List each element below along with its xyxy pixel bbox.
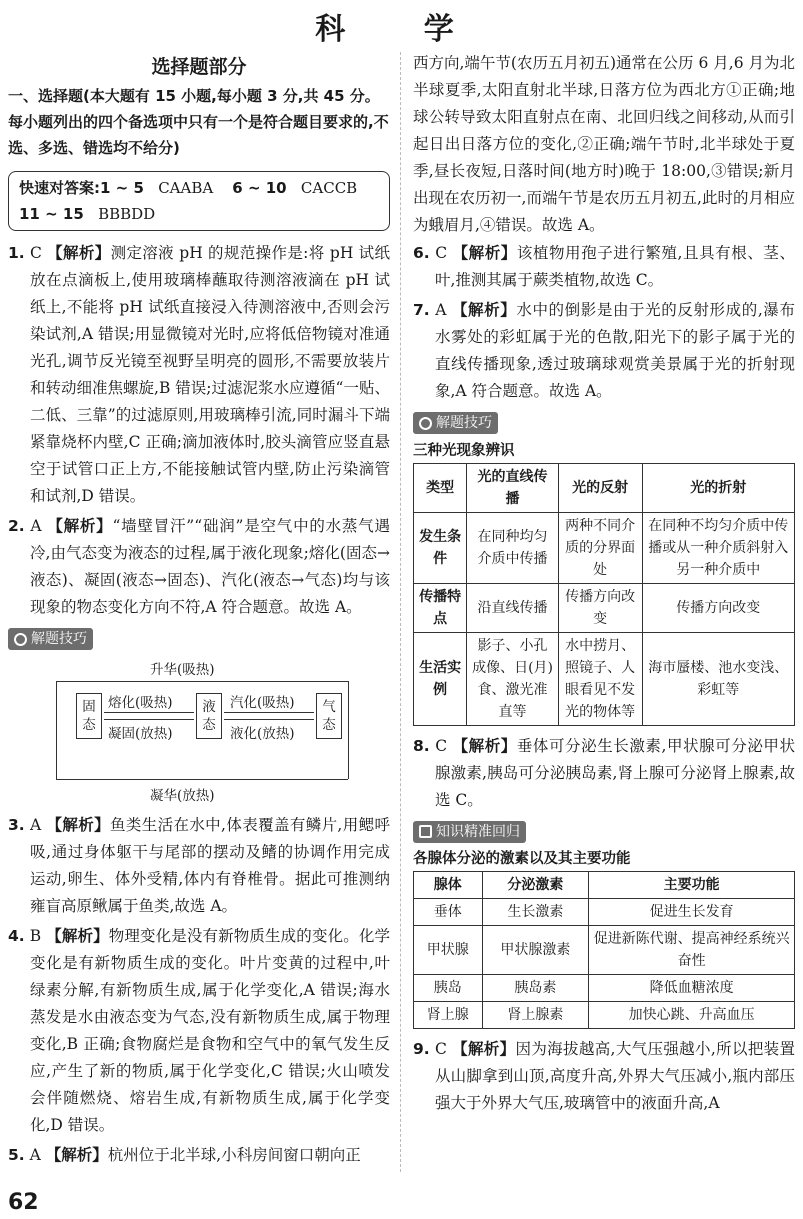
table-row-header: 发生条件 [414,512,467,583]
table-cell: 甲状腺激素 [482,926,589,975]
question-8 [413,732,795,814]
arrow-liquefaction [224,719,314,720]
answer-range: 1 ~ 5 [100,179,144,197]
tip-label: 知识精准回归 [436,823,520,840]
table-cell: 两种不同介质的分界面处 [558,512,642,583]
label-sublimation: 升华(吸热) [150,661,215,678]
tip-badge [413,412,498,434]
analysis-tag: 【解析】 [46,925,109,945]
answer-letter: C [29,244,42,262]
hormone-table-title: 各腺体分泌的激素以及其主要功能 [413,851,631,867]
table-header: 主要功能 [589,872,795,899]
answer-letter: C [434,1040,447,1058]
analysis-text: 杭州位于北半球,小科房间窗口朝向正 [107,1145,361,1164]
analysis-text: 因为海拔越高,大气压强越小,所以把装置从山脚拿到山顶,高度升高,外界大气压减小,瓶内部压强大于外界大气压,玻璃管中的液面升高,A [435,1040,795,1112]
question-1 [8,239,390,510]
label-vaporization: 汽化(吸热) [230,694,295,711]
label-melting: 熔化(吸热) [108,694,173,711]
left-line [56,681,57,779]
analysis-tag: 【解析】 [451,300,517,319]
light-phenomena-table [413,463,795,726]
tip-label: 解题技巧 [436,415,492,431]
table-header: 光的折射 [642,463,794,512]
arrow-melting [104,712,194,713]
table-header: 腺体 [414,872,483,899]
analysis-tag: 【解析】 [47,516,113,535]
table-cell: 生长激素 [482,899,589,926]
table-header: 分泌激素 [482,872,589,899]
tip-label: 解题技巧 [31,631,87,647]
analysis-text: 测定溶液 pH 的规范操作是:将 pH 试纸放在点滴板上,使用玻璃棒蘸取待测溶液滴在 pH 试纸上,不能将 pH 试纸直接浸入待测溶液中,否则会污染试剂,A 错误;用显微镜对光时,应将低倍物镜对准通光孔,调节反光镜至视野呈明亮的圆形,不需要放装片和转动细准焦螺旋,B 错误;过滤泥浆水应遵循“一贴、二低、三靠”的过滤原则,用玻璃棒引流,同时漏斗下端紧靠烧杯内壁,C 正确;滴加液体时,胶头滴管应竖直悬空于试管口正上方,不能接触试管内壁,防止污染滴管和试剂,D 错误。 [30,244,390,505]
left-column [8,50,390,1171]
analysis-tag: 【解析】 [45,1144,108,1164]
analysis-tag: 【解析】 [47,243,111,262]
question-number: 3. [8,815,25,834]
right-line [348,681,349,779]
table-cell: 沿直线传播 [467,583,558,632]
gas-box: 气态 [316,693,342,739]
analysis-text: 垂体可分泌生长激素,甲状腺可分泌甲状腺激素,胰岛可分泌胰岛素,肾上腺可分泌肾上腺素,故选 C。 [435,736,795,809]
answer-letter: C [435,736,448,755]
answer-letter: A [29,1145,41,1164]
solid-box: 固态 [76,693,102,739]
phase-change-diagram [8,657,390,805]
table-cell: 甲状腺 [414,926,483,975]
table-cell: 海市蜃楼、池水变浅、彩虹等 [642,632,794,725]
column-divider [400,52,401,1172]
arrow-freezing [104,719,194,720]
question-number: 4. [8,926,25,945]
analysis-tag: 【解析】 [452,243,517,262]
answer-keys: BBBDD [98,205,156,223]
table-cell: 降低血糖浓度 [589,975,795,1002]
table-header: 类型 [414,463,467,512]
top-line [56,681,348,682]
table-cell: 影子、小孔成像、日(月)食、激光准直等 [467,632,558,725]
table-cell: 在同种不均匀介质中传播或从一种介质斜射入另一种介质中 [642,512,794,583]
table-header: 光的直线传播 [467,463,558,512]
analysis-tag: 【解析】 [452,735,517,755]
question-5-continued: 西方向,端午节(农历五月初五)通常在公历 6 月,6 月为北半球夏季,太阳直射北半球,日落方位为西北方①正确;地球公转导致太阳直射点在南、北回归线之间移动,从而引起日出日落方位的变化,②正确;端午节时,北半球处于夏季,昼长夜短,日落时间(地方时)晚于 18:00,③错误;新月出现在农历初一,而端午节是农历五月初五,此时的月相应为蛾眉月,④错误。故选 A。 [413,54,795,234]
question-6 [413,239,795,294]
table-cell: 促进新陈代谢、提高神经系统兴奋性 [589,926,795,975]
answer-keys: CACCB [300,179,358,197]
section-title: 选择题部分 [151,56,247,78]
question-number: 8. [413,736,430,755]
answer-letter: B [29,926,42,945]
table-cell: 传播方向改变 [558,583,642,632]
analysis-text: 鱼类生活在水中,体表覆盖有鳞片,用鳃呼吸,通过身体躯干与尾部的摆动及鳍的协调作用完成运动,卵生、体外受精,体内有脊椎骨。据此可推测纳雍盲高原鳅属于鱼类,故选 A。 [30,815,390,915]
label-deposition: 凝华(放热) [150,787,215,804]
table-cell: 胰岛素 [482,975,589,1002]
table-cell: 促进生长发育 [589,899,795,926]
table-cell: 肾上腺素 [482,1002,589,1029]
table-header: 光的反射 [558,463,642,512]
document-icon [419,825,432,838]
table-row-header: 生活实例 [414,632,467,725]
label-freezing: 凝固(放热) [108,725,173,742]
question-5 [8,1141,390,1169]
question-number: 6. [413,244,430,262]
bottom-line [56,779,348,780]
hormone-table [413,871,795,1029]
liquid-box: 液态 [196,693,222,739]
question-number: 9. [413,1040,430,1058]
table-cell: 传播方向改变 [642,583,794,632]
arrow-vaporization [224,712,314,713]
right-column [413,50,795,1119]
question-2 [8,512,390,621]
analysis-text: 物理变化是没有新物质生成的变化。化学变化是有新物质生成的变化。叶片变黄的过程中,叶绿素分解,有新物质生成,属于化学变化,A 错误;海水蒸发是水由液态变为气态,没有新物质生成,属于物理变化,B 正确;食物腐烂是食物和空气中的氧气发生反应,产生了新的物质,属于化学变化,C 错误;火山喷发会伴随燃烧、熔岩生成,有新物质生成,属于化学变化,D 错误。 [30,926,390,1134]
question-number: 5. [8,1145,25,1164]
table-row-header: 传播特点 [414,583,467,632]
answer-range: 6 ~ 10 [232,179,287,197]
answer-letter: C [435,244,448,262]
question-number: 1. [8,244,25,262]
answer-letter: A [29,815,42,834]
question-3 [8,811,390,920]
answer-letter: A [435,301,447,319]
answers-label: 快速对答案: [19,179,100,197]
table-cell: 水中捞月、照镜子、人眼看见不发光的物体等 [558,632,642,725]
answer-keys: CAABA [158,179,214,197]
table-cell: 胰岛 [414,975,483,1002]
knowledge-badge [413,821,526,843]
question-number: 2. [8,517,25,535]
question-7 [413,296,795,405]
question-9 [413,1035,795,1117]
quick-answers-box [8,171,390,231]
tip-badge [8,628,93,650]
table-cell: 肾上腺 [414,1002,483,1029]
section-intro: 一、选择题(本大题有 15 小题,每小题 3 分,共 45 分。每小题列出的四个备选项中只有一个是符合题目要求的,不选、多选、错选均不给分) [8,87,389,157]
label-liquefaction: 液化(放热) [230,725,295,742]
page-header-title: 科 学 [315,12,488,47]
analysis-text: 水中的倒影是由于光的反射形成的,瀑布水雾处的彩虹属于光的色散,阳光下的影子属于光的直线传播现象,透过玻璃球观赏美景属于光的折射现象,A 符合题意。故选 A。 [435,301,795,400]
magnifier-icon [14,633,27,646]
answer-range: 11 ~ 15 [19,205,84,223]
page-number: 62 [8,1190,39,1215]
magnifier-icon [419,417,432,430]
table-cell: 加快心跳、升高血压 [589,1002,795,1029]
question-number: 7. [413,301,430,319]
table-cell: 垂体 [414,899,483,926]
table-cell: 在同种均匀介质中传播 [467,512,558,583]
analysis-tag: 【解析】 [452,1039,516,1058]
analysis-tag: 【解析】 [46,814,110,834]
analysis-text: 该植物用孢子进行繁殖,且具有根、茎、叶,推测其属于蕨类植物,故选 C。 [435,244,795,289]
analysis-text: “墙壁冒汗”“础润”是空气中的水蒸气遇冷,由气态变为液态的过程,属于液化现象;熔化(固态→液态)、凝固(液态→固态)、汽化(液态→气态)均与该现象的物态变化方向不符,A 符合题意。故选 A。 [30,517,390,616]
light-table-title: 三种光现象辨识 [413,442,515,459]
answer-letter: A [30,517,42,535]
question-4 [8,922,390,1139]
